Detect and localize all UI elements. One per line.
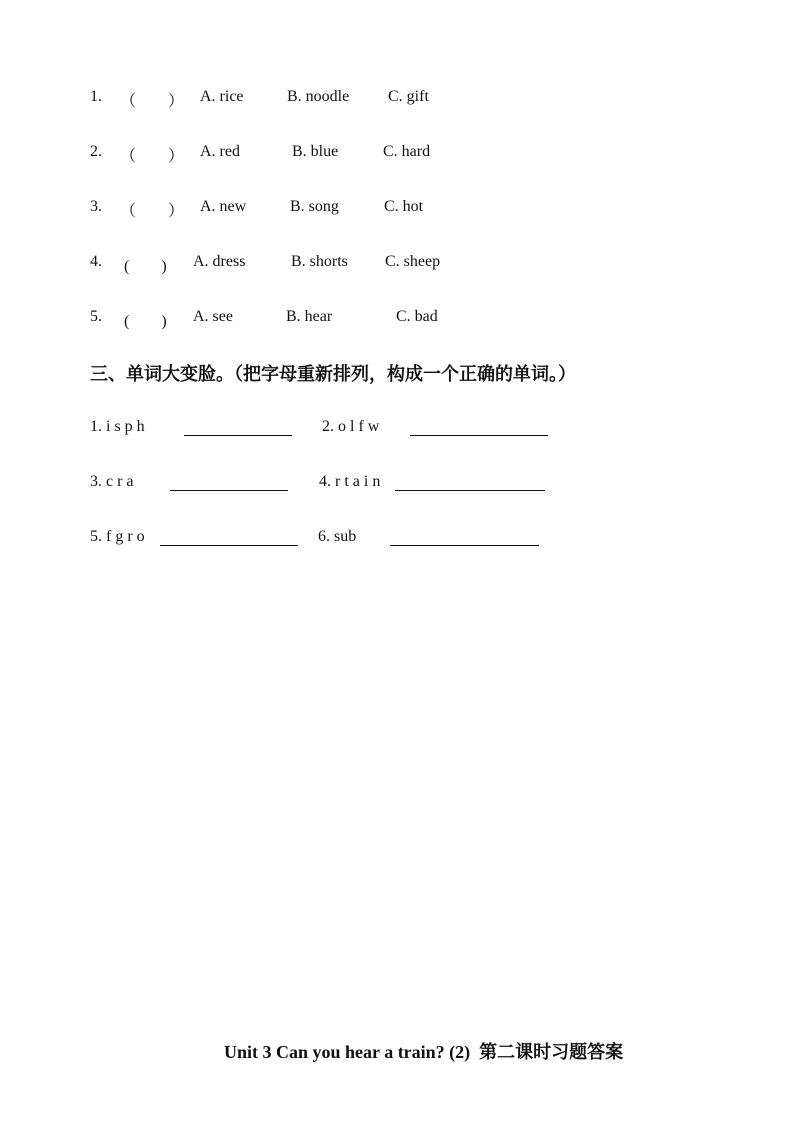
option-c: C. hard <box>383 143 431 160</box>
answer-blank[interactable]: ( ) <box>124 258 167 275</box>
answer-line[interactable] <box>160 528 298 546</box>
answer-line[interactable] <box>395 473 545 491</box>
answer-blank[interactable]: （ ） <box>120 148 185 165</box>
option-b: B. song <box>290 198 339 215</box>
option-c: C. gift <box>388 88 429 105</box>
option-b: B. shorts <box>291 253 348 270</box>
answer-line[interactable] <box>390 528 539 546</box>
option-a: A. see <box>193 308 233 325</box>
answer-blank[interactable]: （ ） <box>120 93 185 110</box>
unscramble-row-3 <box>90 528 357 618</box>
question-number: 3. <box>90 198 102 215</box>
option-a: A. dress <box>193 253 246 270</box>
option-b: B. hear <box>286 308 333 325</box>
option-c: C. sheep <box>385 253 441 270</box>
answer-line[interactable] <box>410 418 548 436</box>
unscramble-label: 1. i s p h <box>90 418 145 435</box>
option-a: A. new <box>200 198 247 215</box>
question-number: 5. <box>90 308 102 325</box>
option-c: C. bad <box>396 308 438 325</box>
unscramble-label: 5. f g r o <box>90 528 145 545</box>
answer-blank[interactable]: （ ） <box>120 203 185 220</box>
unscramble-label: 2. o l f w <box>322 418 380 435</box>
option-b: B. noodle <box>287 88 350 105</box>
unscramble-label: 4. r t a i n <box>319 473 381 490</box>
section-3-heading: 三、单词大变脸。（把字母重新排列，构成一个正确的单词。） <box>90 364 576 384</box>
answer-line[interactable] <box>184 418 292 436</box>
option-c: C. hot <box>384 198 424 215</box>
answer-line[interactable] <box>170 473 288 491</box>
answer-key-title: Unit 3 Can you hear a train? (2) 第二课时习题答案 <box>224 1042 624 1062</box>
question-number: 2. <box>90 143 102 160</box>
unscramble-label: 6. sub <box>318 528 357 545</box>
unscramble-label: 3. c r a <box>90 473 134 490</box>
option-a: A. rice <box>200 88 244 105</box>
option-a: A. red <box>200 143 240 160</box>
question-number: 1. <box>90 88 102 105</box>
option-b: B. blue <box>292 143 339 160</box>
answer-blank[interactable]: ( ) <box>124 313 167 330</box>
question-number: 4. <box>90 253 102 270</box>
